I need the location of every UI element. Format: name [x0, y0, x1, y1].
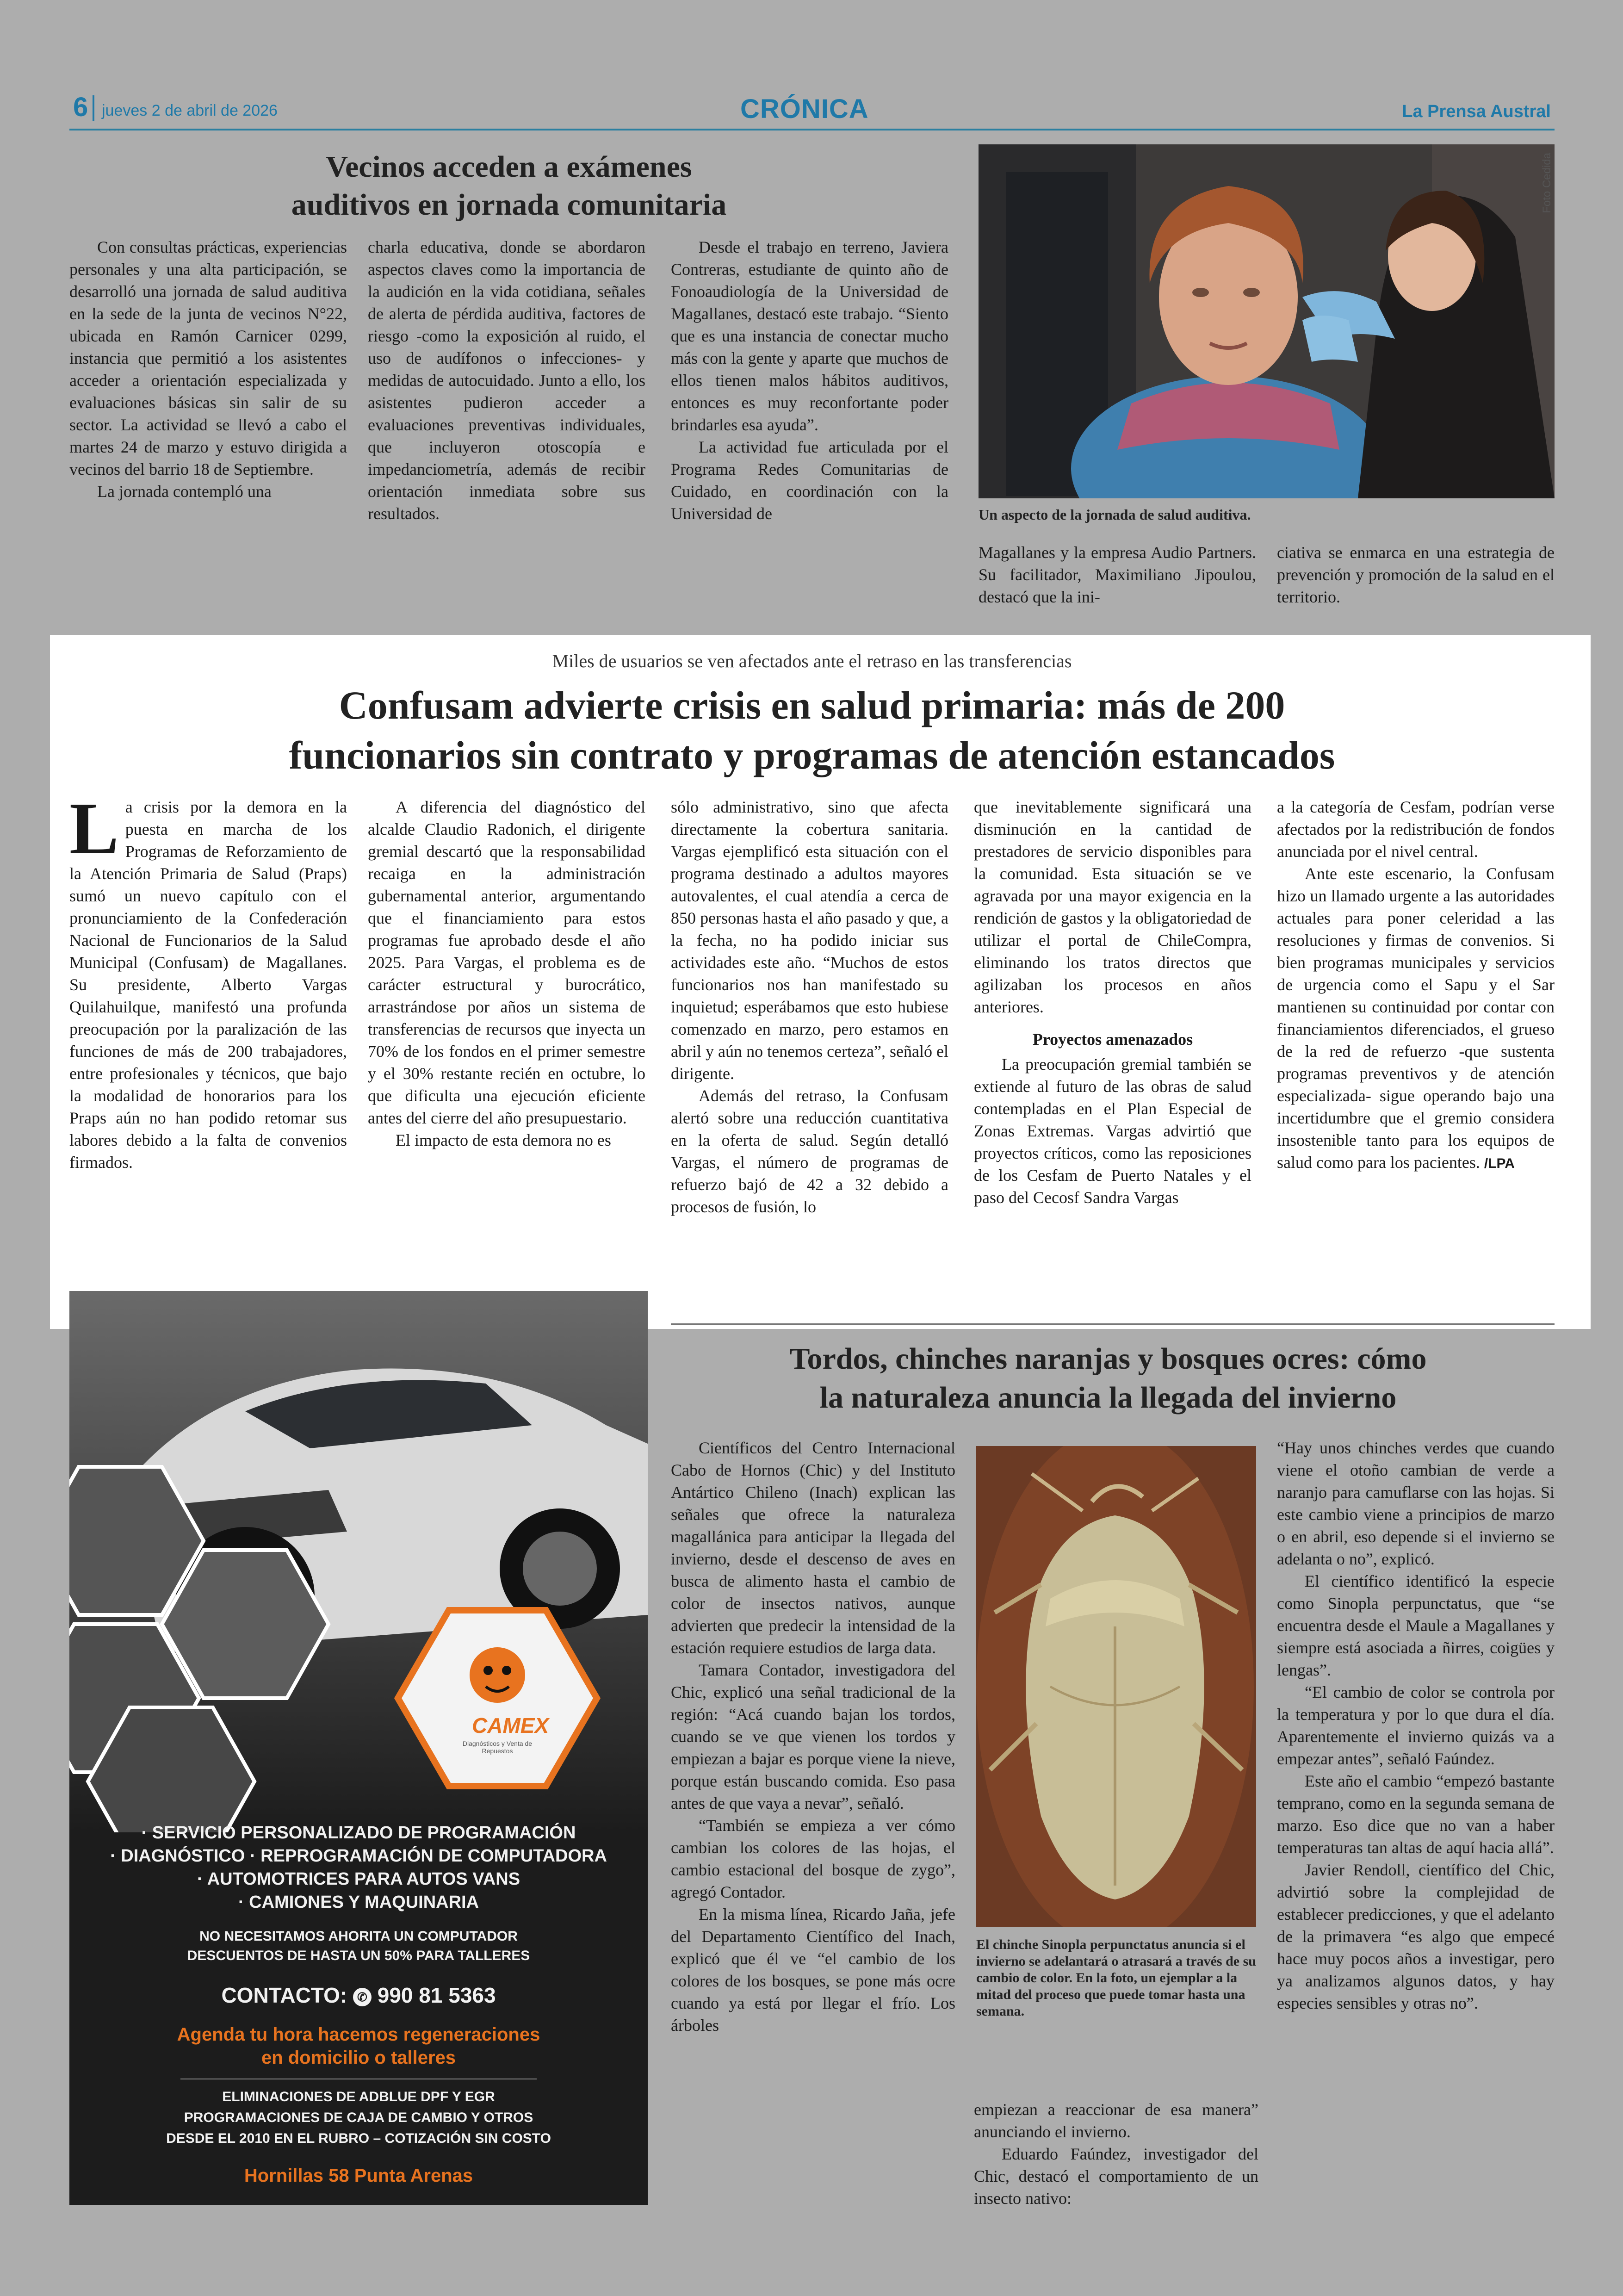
- article2-headline-line1: Confusam advierte crisis en salud primaria: más de 200: [339, 683, 1285, 727]
- article2-col3-p2: Además del retraso, la Confusam alertó sobre una reducción cuantitativa en la oferta de salud. Según detalló Vargas, el número de programas de refuerzo bajó de 42 a 32 debido a procesos de fusión, lo: [671, 1086, 948, 1216]
- article2-col1-p1: a crisis por la demora en la puesta en marcha de los Programas de Reforzamiento de la Atención Primaria de Salud (Praps) sumó un nuevo capítulo con el pronunciamiento de la Confederación Nacional de Funcionarios de la Salud Municipal (Confusam) de Magallanes. Su presidente, Alberto Vargas Quilahuilque, manifestó una profunda preocupación por la paralización de las funciones de más de 200 trabajadores, entre profesionales y técnicos, que bajo la modalidad de honorarios para los Praps aún no han podido retomar sus labores debido a la falta de convenios firmados.: [69, 798, 347, 1172]
- article1-col1-p1: Con consultas prácticas, experiencias personales y una alta participación, se desarrolló una jornada de salud auditiva en la sede de la junta de vecinos N°22, ubicada en Ramón Carnicer 0299, instancia que permitió a los asistentes acceder a orientación especializada y evaluaciones básicas sin salir de su sector. La actividad se llevó a cabo el martes 24 de marzo y estuvo dirigida a vecinos del barrio 18 de Septiembre.: [69, 238, 347, 478]
- article2-col3-p1: sólo administrativo, sino que afecta directamente la cobertura sanitaria. Vargas ejemplificó esta situación con el programa destinado a adultos mayores autovalentes, el cual atendía a cerca de 850 personas hasta el año pasado y que, a la fecha, no ha podido iniciar sus actividades este año. “Muchos de estos funcionarios nos han manifestado su inquietud; esperábamos que esto hubiese comenzado en marzo, pero estamos en abril y aún no tenemos certeza”, señaló el dirigente.: [671, 798, 948, 1083]
- article1-headline-line2: auditivos en jornada comunitaria: [291, 188, 727, 222]
- article3-col1-p3: “También se empieza a ver cómo cambian los colores de las hojas, el cambio estacional del bosque de zygo”, agregó Contador.: [671, 1816, 955, 1901]
- page-header: [69, 92, 1555, 133]
- ad-extra-line3: DESDE EL 2010 EN EL RUBRO – COTIZACIÓN SIN COSTO: [166, 2131, 551, 2146]
- section-title: CRÓNICA: [740, 94, 869, 124]
- article1-col2: [368, 236, 645, 615]
- article1-col5: [1277, 541, 1555, 620]
- article2-col4: [974, 796, 1251, 1300]
- article3-col2-p2: Eduardo Faúndez, investigador del Chic, destacó el comportamiento de un insecto nativo:: [974, 2145, 1258, 2208]
- article1-col4: [979, 541, 1256, 620]
- article2-col4-p1: que inevitablemente significará una disminución en la cantidad de prestadores de servicio disponibles para la comunidad. Esta situación se ve agravada por una mayor exigencia en la rendición de gastos y la obligatoriedad de utilizar el portal de ChileCompra, eliminando los tratos directos que agilizaban los procesos en años anteriores.: [974, 798, 1251, 1016]
- ad-phone: 990 81 5363: [377, 1983, 496, 2007]
- article1-col1: [69, 236, 347, 615]
- article3-col1-p1: Científicos del Centro Internacional Cabo de Hornos (Chic) y del Instituto Antártico Chileno (Inach) explican las señales que ofrece la naturaleza magallánica para anticipar la llegada del invierno, desde el descenso de aves en busca de alimento hasta el cambio de color de insectos nativos, aunque advierten que predecir la intensidad de la estación requiere estudios de larga data.: [671, 1439, 955, 1657]
- ad-offer-line1: NO NECESITAMOS AHORITA UN COMPUTADOR: [199, 1929, 518, 1944]
- header-divider: [93, 95, 94, 121]
- article2-subhead: Proyectos amenazados: [1032, 1030, 1193, 1049]
- article2-col2-p1: A diferencia del diagnóstico del alcalde Claudio Radonich, el dirigente gremial descartó que la responsabilidad recaiga en la administración gubernamental anterior, argumentando que el financiamiento para estos programas fue aprobado desde el año 2025. Para Vargas, el problema es de carácter estructural y burocrático, arrastrándose por años un sistema de transferencias de recursos que inyecta un 70% de los fondos en el primer semestre y el 30% restante recién en octubre, lo que dificulta una ejecución eficiente antes del cierre del año presupuestario.: [368, 798, 645, 1127]
- article2-headline: [69, 680, 1555, 780]
- ad-service-1: · SERVICIO PERSONALIZADO DE PROGRAMACIÓN: [141, 1823, 576, 1843]
- ad-extra-line2: PROGRAMACIONES DE CAJA DE CAMBIO Y OTROS: [184, 2110, 533, 2125]
- ad-cta-line2: en domicilio o talleres: [261, 2048, 456, 2068]
- article1-col2-p1: charla educativa, donde se abordaron aspectos claves como la importancia de la audición en la vida cotidiana, señales de alerta de pérdida auditiva, factores de riesgo -como la exposición al ruido, el uso de audífonos o infecciones- y medidas de autocuidado. Junto a ello, los asistentes pudieron acceder a evaluaciones preventivas individuales, que incluyeron otoscopía e impedanciometría, además de recibir orientación inmediata sobre sus resultados.: [368, 238, 645, 523]
- article3-col1-p4: En la misma línea, Ricardo Jaña, jefe del Departamento Científico del Inach, explicó que él ve “el cambio de los colores de los bosques, se pone más ocre cuando ya está por llegar el frío. Los árboles: [671, 1905, 955, 2035]
- ad-cta-line1: Agenda tu hora hacemos regeneraciones: [177, 2024, 540, 2045]
- camex-ad: [69, 1291, 648, 2205]
- ad-car-illustration: [69, 1291, 648, 1832]
- article3-photo-caption: El chinche Sinopla perpunctatus anuncia si el invierno se adelantará o atrasará a través de su cambio de color. En la foto, un ejemplar a la mitad del proceso que puede tomar hasta una semana.: [976, 1937, 1256, 2019]
- ad-brand-tagline: Diagnósticos y Venta de Repuestos: [462, 1740, 533, 1755]
- article1-headline: [69, 148, 948, 224]
- ad-extra-line1: ELIMINACIONES DE ADBLUE DPF Y EGR: [222, 2089, 495, 2104]
- stink-bug-illustration: [976, 1446, 1256, 1927]
- article3-col1-p2: Tamara Contador, investigadora del Chic, explicó una señal tradicional de la región: “Acá cuando bajan los tordos, cuando se ve que vienen los tordos y empiezan a bajar es porque viene la nieve, porque están buscando comida. Eso pasa antes de que vaya a nevar”, señaló.: [671, 1661, 955, 1812]
- article2-signature: /LPA: [1484, 1156, 1515, 1171]
- article1-col3-p1: Desde el trabajo en terreno, Javiera Contreras, estudiante de quinto año de Fonoaudiología de la Universidad de Magallanes, destacó este trabajo. “Siento que es una instancia de conectar mucho más con la gente y aparte que muchos de ellos tienen malos hábitos auditivos, entonces es muy reconfortante poder brindarles esa ayuda”.: [671, 238, 948, 434]
- article2-col4-p2: La preocupación gremial también se extiende al futuro de las obras de salud contempladas en el Plan Especial de Zonas Extremas. Vargas advirtió que proyectos críticos, como las reposiciones de los Cesfam de Puerto Natales y el paso del Cecosf Sandra Vargas: [974, 1055, 1251, 1207]
- ad-contact: [69, 1983, 648, 2008]
- article2-col5-p1: a la categoría de Cesfam, podrían verse afectados por la redistribución de fondos anunciada por el nivel central.: [1277, 798, 1555, 861]
- header-rule: [69, 129, 1555, 130]
- whatsapp-icon: ✆: [353, 1988, 372, 2006]
- article3-col3: [1277, 1437, 1555, 2214]
- article1-headline-line1: Vecinos acceden a exámenes: [326, 150, 692, 184]
- hearing-exam-illustration: [979, 144, 1555, 498]
- article2-col1: [69, 787, 347, 1300]
- masthead: La Prensa Austral: [1402, 102, 1551, 121]
- article2-drop-cap: L: [69, 787, 119, 869]
- article2-headline-line2: funcionarios sin contrato y programas de atención estancados: [289, 733, 1335, 777]
- ad-service-3: · AUTOMOTRICES PARA AUTOS VANS: [197, 1869, 520, 1889]
- article3-col2: [974, 2098, 1258, 2214]
- article3-headline-line1: Tordos, chinches naranjas y bosques ocres: cómo: [789, 1342, 1427, 1376]
- page-date: jueves 2 de abril de 2026: [102, 102, 278, 119]
- ad-brand: CAMEX: [472, 1713, 549, 1738]
- article1-col5-p1: ciativa se enmarca en una estrategia de prevención y promoción de la salud en el territorio.: [1277, 543, 1555, 606]
- article2-col3: [671, 796, 948, 1300]
- page-number: 6: [73, 92, 88, 122]
- article1-col1-p2: La jornada contempló una: [97, 482, 272, 501]
- ad-service-2: · DIAGNÓSTICO · REPROGRAMACIÓN DE COMPUTADORA: [110, 1846, 607, 1866]
- article2-col2-p2: El impacto de esta demora no es: [396, 1131, 611, 1149]
- article3-col3-p1: “Hay unos chinches verdes que cuando viene el otoño cambian de verde a naranjo para camuflarse con las hojas. Si este cambio viene a principios de marzo o en abril, eso depende si el invierno se adelanta o no”, explicó.: [1277, 1439, 1555, 1568]
- article2-col5: [1277, 796, 1555, 1300]
- ad-service-4: · CAMIONES Y MAQUINARIA: [238, 1893, 479, 1912]
- article3-headline: [662, 1340, 1555, 1417]
- ad-address: Hornillas 58 Punta Arenas: [244, 2166, 473, 2186]
- article3-col3-p4: Este año el cambio “empezó bastante temprano, como en la segunda semana de marzo. Eso dice que no van a haber temperaturas tan altas de aquí hacia allá”.: [1277, 1772, 1555, 1857]
- article1-col4-p1: Magallanes y la empresa Audio Partners. Su facilitador, Maximiliano Jipoulou, destacó que la ini-: [979, 543, 1256, 606]
- ad-contact-label: CONTACTO:: [221, 1983, 347, 2007]
- article1-col3: [671, 236, 948, 615]
- article3-headline-line2: la naturaleza anuncia la llegada del invierno: [819, 1381, 1397, 1415]
- article1-photo: [979, 144, 1555, 498]
- article3-col1: [671, 1437, 955, 2214]
- article2-kicker: Miles de usuarios se ven afectados ante el retraso en las transferencias: [552, 651, 1072, 671]
- article2-col2: [368, 796, 645, 1300]
- article3-col3-p2: El científico identificó la especie como Sinopla perpunctatus, que “se encuentra desde el Maule a Magallanes y siempre está asociada a ñirres, coigües y lengas”.: [1277, 1572, 1555, 1679]
- article2-bottom-rule: [671, 1323, 1555, 1325]
- article1-col3-p2: La actividad fue articulada por el Programa Redes Comunitarias de Cuidado, en coordinación con la Universidad de: [671, 438, 948, 523]
- article1-photo-credit: Foto Cedida: [1541, 153, 1553, 213]
- article3-col2-p1: empiezan a reaccionar de esa manera” anunciando el invierno.: [974, 2100, 1258, 2141]
- article2-col5-p2-text: Ante este escenario, la Confusam hizo un llamado urgente a las autoridades actuales para poner celeridad a las resoluciones y firmas de convenios. Si bien programas municipales y servicios de urgencia como el Sapu y el Sar mantienen su continuidad por contar con financiamientos diferenciados, el grueso de la red de refuerzo -que sustenta programas preventivos y de atención especializada- sigue operando bajo una incertidumbre que el gremio considera insostenible tanto para los equipos de salud como para los pacientes.: [1277, 864, 1555, 1172]
- article3-col3-p5: Javier Rendoll, científico del Chic, advirtió sobre la complejidad de establecer predicciones, y que el adelanto de la primavera “es algo que empecé hace muy pocos años a investigar, pero ya analizamos algunos datos, y hay especies sensibles y otras no”.: [1277, 1861, 1555, 2012]
- article3-col3-p3: “El cambio de color se controla por la temperatura y por lo que dura el día. Aparentemente el invierno quizás va a empezar antes”, señaló Faúndez.: [1277, 1683, 1555, 1768]
- ad-offer-line2: DESCUENTOS DE HASTA UN 50% PARA TALLERES: [187, 1948, 530, 1963]
- article3-photo: [976, 1446, 1256, 1927]
- article1-photo-caption: Un aspecto de la jornada de salud auditiva.: [979, 506, 1251, 523]
- article2-col5-p2: [1277, 863, 1555, 1175]
